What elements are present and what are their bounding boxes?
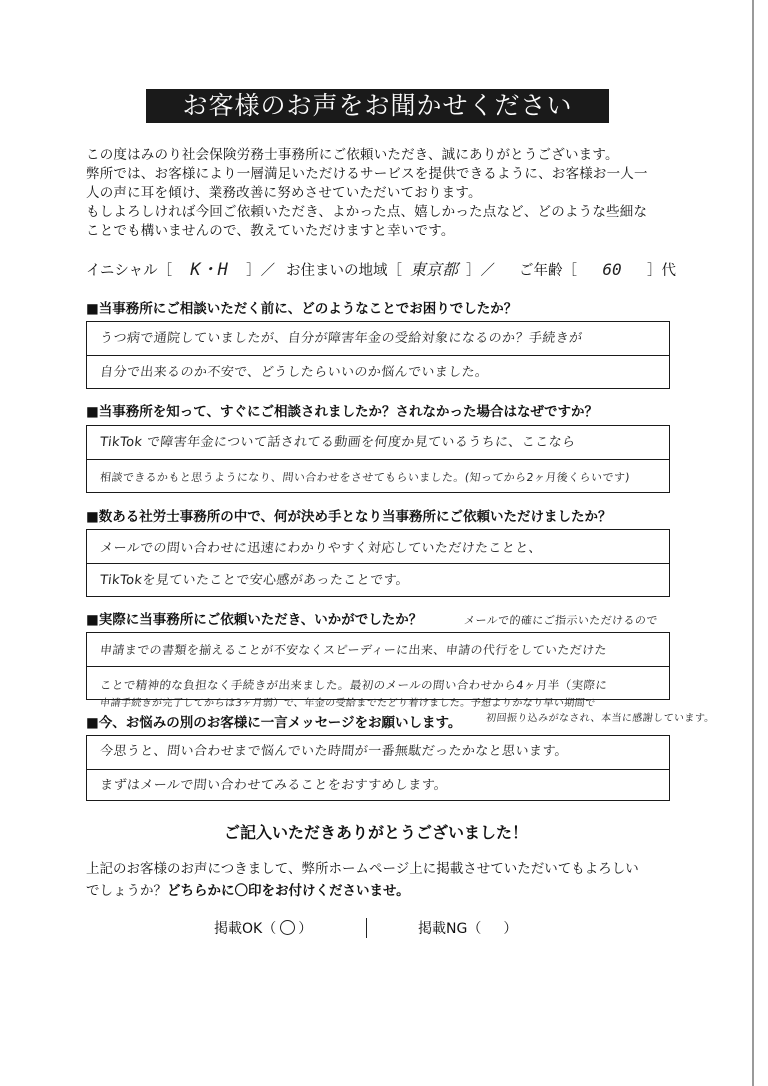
- consent-line-1: 上記のお客様のお声につきまして、弊所ホームページ上に掲載させていただいてもよろしい: [86, 861, 639, 877]
- answer-5-line-2: まずはメールで問い合わせてみることをおすすめします。: [99, 778, 449, 793]
- answer-rule: [87, 355, 669, 356]
- area-field: [286, 258, 495, 283]
- answer-4-line-2: ことで精神的な負担なく手続きが出来ました。最初のメールの問い合わせから4ヶ月半（実際に: [99, 678, 609, 692]
- initial-value: K・H: [190, 260, 228, 280]
- answer-rule: [87, 769, 669, 770]
- publish-ng-option[interactable]: [418, 919, 517, 939]
- question-2: ■当事務所を知って、すぐにご相談されましたか？されなかった場合はなぜですか？: [86, 404, 598, 420]
- answer-1-line-2: 自分で出来るのか不安で、どうしたらいいのか悩んでいました。: [99, 365, 490, 380]
- consent-line-2: [86, 880, 410, 902]
- consent-instruction: どちらかに〇印をお付けくださいませ。: [167, 883, 410, 899]
- age-value: 60: [602, 260, 622, 279]
- consent-question: でしょうか？: [86, 883, 167, 899]
- answer-5-line-1: 今思うと、問い合わせまで悩んでいた時間が一番無駄だったかなと思います。: [99, 744, 569, 759]
- area-close: ］／: [466, 263, 495, 279]
- selected-circle-mark: [280, 920, 295, 935]
- publish-ng-label: 掲載NG（: [418, 921, 482, 937]
- publish-ok-option[interactable]: [214, 919, 312, 939]
- answer-4-line-1: 申請までの書類を揃えることが不安なくスピーディーに出来、申請の代行をしていただけた: [99, 643, 608, 657]
- intro-line-4: もしよろしければ今回ご依頼いただき、よかった点、嬉しかった点など、どのような些細な: [86, 204, 648, 220]
- answer-2-line-1: TikTok で障害年金について話されてる動画を何度か見ているうちに、ここなら: [99, 435, 577, 450]
- age-field: [519, 258, 676, 283]
- publish-ok-close: ）: [298, 921, 313, 937]
- intro-line-5: ことでも構いませんので、教えていただけますと幸いです。: [86, 223, 455, 239]
- question-3: ■数ある社労士事務所の中で、何が決め手となり当事務所にご依頼いただけましたか？: [86, 509, 612, 525]
- age-label: ご年齢［: [519, 263, 577, 279]
- publish-ng-close: ）: [503, 921, 518, 937]
- answer-4-margin-note: メールで的確にご指示いただけるので: [463, 614, 659, 627]
- age-close: ］代: [647, 263, 676, 279]
- initial-label: イニシャル［: [86, 263, 173, 279]
- intro-line-1: この度はみのり社会保険労務士事務所にご依頼いただき、誠にありがとうございます。: [86, 147, 619, 163]
- area-label: お住まいの地域［: [286, 263, 402, 279]
- answer-rule: [87, 459, 669, 460]
- question-5: ■今、お悩みの別のお客様に一言メッセージをお願いします。: [86, 715, 462, 731]
- answer-4-line-3: 申請手続きが完了してからは3ヶ月弱）で、年金の受給までたどり着けました。予想よりかなり早い期間で: [99, 698, 597, 709]
- intro-line-2: 弊所では、お客様により一層満足いただけるサービスを提供できるように、お客様お一人一: [86, 166, 648, 182]
- initial-close: ］／: [246, 263, 276, 279]
- intro-line-3: 人の声に耳を傾け、業務改善に努めさせていただいております。: [86, 185, 482, 201]
- answer-4-line-4: 初回振り込みがなされ、本当に感謝しています。: [485, 713, 716, 724]
- question-1: ■当事務所にご相談いただく前に、どのようなことでお困りでしたか？: [86, 301, 518, 317]
- answer-3-line-2: TikTokを見ていたことで安心感があったことです。: [99, 573, 410, 588]
- page-title: お客様のお声をお聞かせください: [146, 89, 609, 123]
- answer-3-line-1: メールでの問い合わせに迅速にわかりやすく対応していただけたことと、: [99, 541, 543, 556]
- answer-rule: [87, 666, 669, 667]
- initial-field: [86, 258, 275, 283]
- answer-rule: [87, 563, 669, 564]
- choice-divider: [366, 918, 367, 938]
- publish-ok-label: 掲載OK（: [214, 921, 277, 937]
- answer-1-line-1: うつ病で通院していましたが、自分が障害年金の受給対象になるのか？手続きが: [99, 331, 584, 346]
- answer-2-line-2: 相談できるかもと思うようになり、問い合わせをさせてもらいました。(知ってから2ヶ月後くらいです): [99, 471, 631, 484]
- question-4: ■実際に当事務所にご依頼いただき、いかがでしたか？: [86, 612, 423, 628]
- closing-message: ご記入いただきありがとうございました！: [223, 823, 528, 842]
- area-value: 東京都: [409, 260, 458, 279]
